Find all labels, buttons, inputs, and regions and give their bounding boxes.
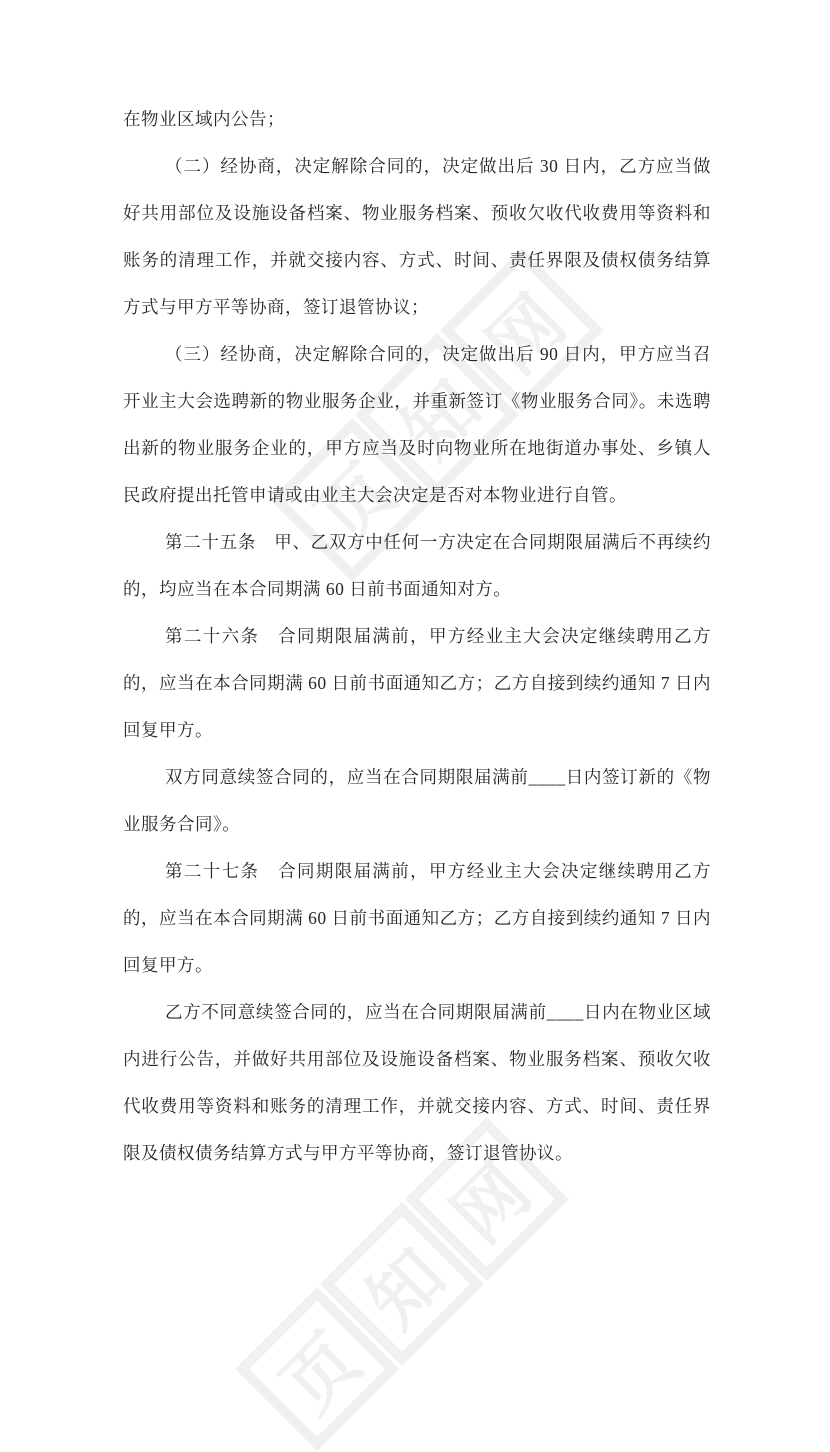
watermark-diamond-char: 网 (405, 1117, 569, 1281)
watermark-diamond-char: 页 (270, 418, 434, 582)
watermark-diamond-char: 知 (320, 1202, 484, 1366)
contract-text-block (123, 96, 711, 1177)
paragraph-article-27: 第二十七条 合同期限届满前，甲方经业主大会决定继续聘用乙方的，应当在本合同期满 60 日前书面通知乙方；乙方自接到续约通知 7 日内回复甲方。 (123, 861, 711, 975)
paragraph-clause-3: （三）经协商，决定解除合同的，决定做出后 90 日内，甲方应当召开业主大会选聘新的物业服务企业，并重新签订《物业服务合同》。未选聘出新的物业服务企业的，甲方应当及时向物业所在地街道办事处、乡镇人民政府提出托管申请或由业主大会决定是否对本物业进行自管。 (123, 344, 711, 505)
paragraph-non-renewal-blank: 乙方不同意续签合同的，应当在合同期限届满前____日内在物业区域内进行公告，并做好共用部位及设施设备档案、物业服务档案、预收欠收代收费用等资料和账务的清理工作，并就交接内容、方式、时间、责任界限及债权债务结算方式与甲方平等协商，签订退管协议。 (123, 1002, 711, 1163)
paragraph-renewal-blank: 双方同意续签合同的，应当在合同期限届满前____日内签订新的《物业服务合同》。 (123, 767, 711, 834)
paragraph-clause-2: （二）经协商，决定解除合同的，决定做出后 30 日内，乙方应当做好共用部位及设施设备档案、物业服务档案、预收欠收代收费用等资料和账务的清理工作，并就交接内容、方式、时间、责任界限及债权债务结算方式与甲方平等协商，签订退管协议； (123, 156, 711, 317)
watermark-diamond-char: 知 (355, 333, 519, 497)
paragraph-article-25: 第二十五条 甲、乙双方中任何一方决定在合同期限届满后不再续约的，均应当在本合同期满 60 日前书面通知对方。 (123, 532, 711, 599)
watermark-diamond-char: 网 (440, 248, 604, 412)
paragraph-continuation: 在物业区域内公告； (123, 109, 285, 129)
watermark-diamond-char: 页 (235, 1287, 399, 1451)
paragraph-article-26: 第二十六条 合同期限届满前，甲方经业主大会决定继续聘用乙方的，应当在本合同期满 60 日前书面通知乙方；乙方自接到续约通知 7 日内回复甲方。 (123, 626, 711, 740)
